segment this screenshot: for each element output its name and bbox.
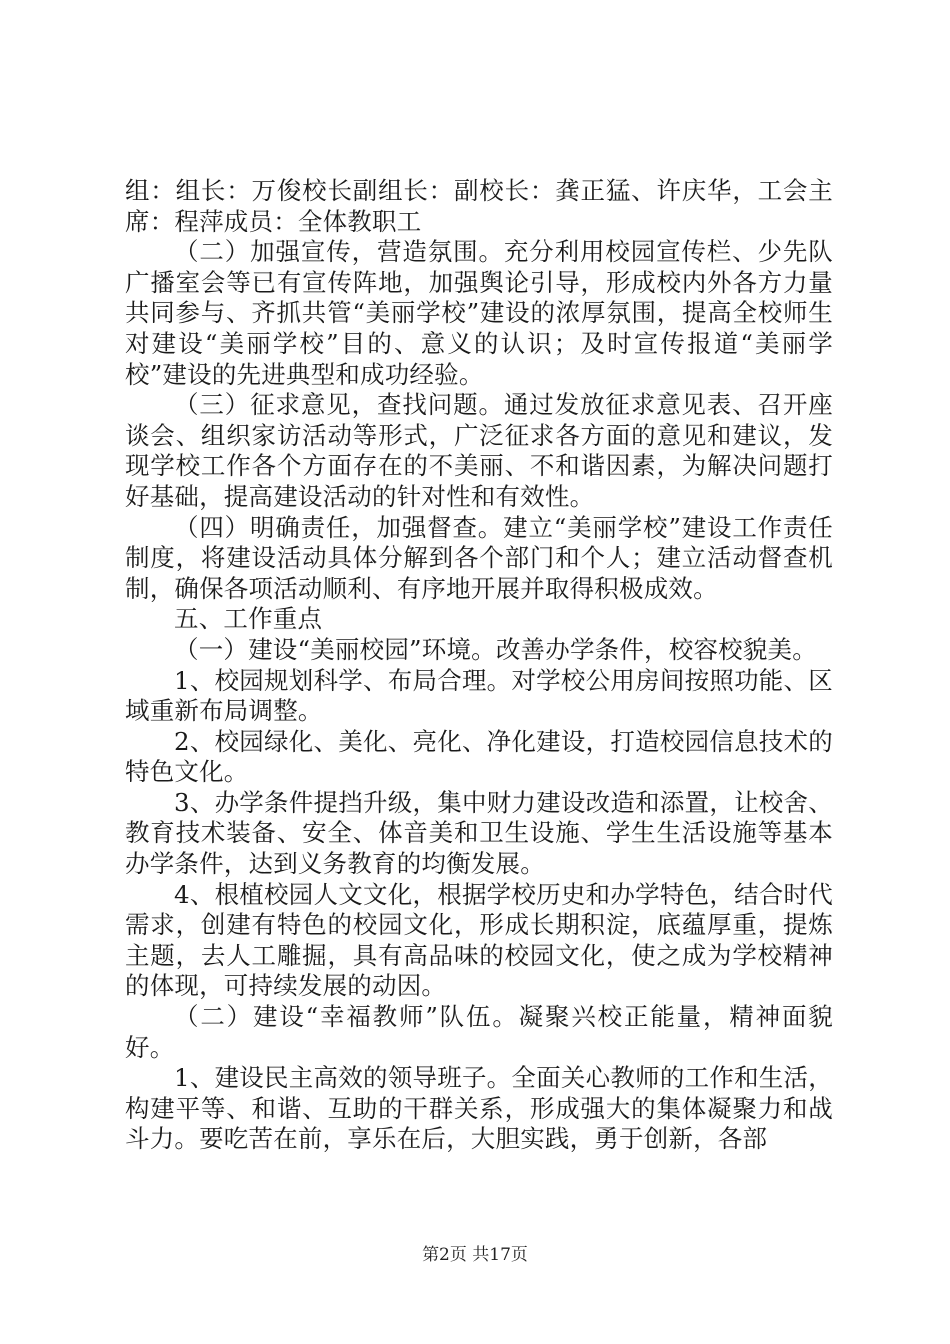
list-item-leadership: 1、建设民主高效的领导班子。全面关心教师的工作和生活，构建平等、和谐、互助的干群关系，形成强大的集体凝聚力和战斗力。要吃苦在前，享乐在后，大胆实践，勇于创新，各部	[125, 1063, 833, 1154]
paragraph-publicity: （二）加强宣传，营造氛围。充分利用校园宣传栏、少先队广播室会等已有宣传阵地，加强舆论引导，形成校内外各方力量共同参与、齐抓共管“美丽学校”建设的浓厚氛围，提高全校师生对建设“美丽学校”目的、意义的认识；及时宣传报道“美丽学校”建设的先进典型和成功经验。	[125, 237, 833, 389]
list-item-school-conditions: 3、办学条件提挡升级，集中财力建设改造和添置，让校舍、教育技术装备、安全、体音美和卫生设施、学生生活设施等基本办学条件，达到义务教育的均衡发展。	[125, 787, 833, 879]
paragraph-leading-group: 组：组长：万俊校长副组长：副校长：龚正猛、许庆华，工会主席：程萍成员：全体教职工	[125, 176, 833, 236]
list-item-campus-greening: 2、校园绿化、美化、亮化、净化建设，打造校园信息技术的特色文化。	[125, 726, 833, 787]
list-item-campus-culture: 4、根植校园人文文化，根据学校历史和办学特色，结合时代需求，创建有特色的校园文化，形成长期积淀，底蕴厚重，提炼主题，去人工雕掘，具有高品味的校园文化，使之成为学校精神的体现，可持续发展的动因。	[125, 879, 833, 1001]
paragraph-opinions: （三）征求意见，查找问题。通过发放征求意见表、召开座谈会、组织家访活动等形式，广泛征求各方面的意见和建议，发现学校工作各个方面存在的不美丽、不和谐因素，为解决问题打好基础，提高建设活动的针对性和有效性。	[125, 390, 833, 511]
list-item-campus-planning: 1、校园规划科学、布局合理。对学校公用房间按照功能、区域重新布局调整。	[125, 665, 833, 726]
document-body	[125, 176, 833, 1155]
paragraph-responsibility: （四）明确责任，加强督查。建立“美丽学校”建设工作责任制度，将建设活动具体分解到各个部门和个人；建立活动督查机制，确保各项活动顺利、有序地开展并取得积极成效。	[125, 512, 833, 603]
section-heading-work-focus: 五、工作重点	[174, 604, 323, 634]
page-footer: 第2页 共17页	[422, 1245, 528, 1265]
paragraph-happy-teachers: （二）建设“幸福教师”队伍。凝聚兴校正能量，精神面貌好。	[125, 1002, 833, 1062]
paragraph-beautiful-campus: （一）建设“美丽校园”环境。改善办学条件，校容校貌美。	[174, 634, 817, 664]
